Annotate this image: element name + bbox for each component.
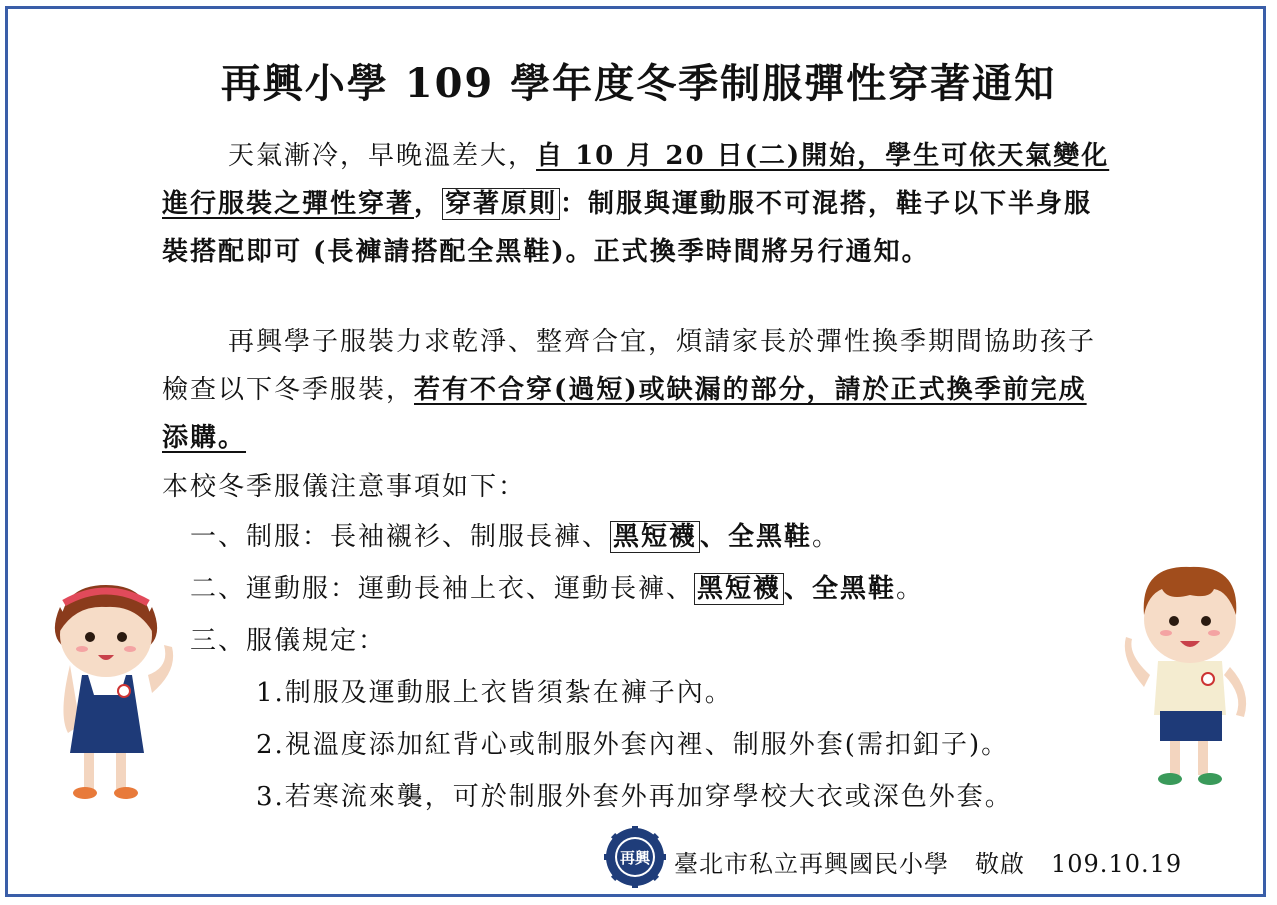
p2-request-text: 再興學子服裝力求乾淨、整齊合宜，煩請家長於彈性換季期間協助孩子檢查以下冬季服裝，: [162, 327, 1097, 405]
rule-item-3: 3.若寒流來襲，可於制服外套外再加穿學校大衣或深色外套。: [256, 782, 1013, 812]
list-item-sportswear: [190, 568, 924, 605]
p1-intro-text: 天氣漸冷，早晚溫差大，: [228, 141, 537, 171]
wearing-principle-box: 穿著原則: [442, 188, 560, 220]
rule-item-2: 2.視溫度添加紅背心或制服外套內裡、制服外套(需扣釦子)。: [256, 730, 1010, 760]
item1-shoes: 、全黑鞋: [700, 522, 813, 552]
item1-text: 一、制服：長袖襯衫、制服長褲、: [190, 522, 611, 552]
notice-date: 109.10.19: [1051, 850, 1183, 878]
school-logo: [604, 826, 666, 888]
p1-comma: ，: [414, 189, 443, 219]
item1-socks-box: 黑短襪: [610, 521, 700, 553]
rule-item-1: 1.制服及運動服上衣皆須紮在褲子內。: [256, 678, 733, 708]
p1-start-date-text: 自 10 月 20 日(二)開始，學生可依天氣變化進行服裝之彈性穿著: [162, 141, 1110, 219]
boy-illustration: [1118, 555, 1258, 795]
item1-period: 。: [812, 522, 841, 552]
girl-illustration: [40, 575, 175, 805]
notes-intro: 本校冬季服儀注意事項如下：: [162, 472, 527, 502]
item2-shoes: 、全黑鞋: [784, 574, 897, 604]
paragraph-weather-notice: [162, 132, 1112, 276]
p1-rule-text: ：制服與運動服不可混搭，鞋子以下半身服裝搭配即可 (長褲請搭配全黑鞋)。正式換季時間將另行通知。: [162, 189, 1093, 267]
school-name: 臺北市私立再興國民小學: [674, 850, 949, 878]
list-item-uniform: [190, 516, 840, 553]
item2-period: 。: [896, 574, 925, 604]
paragraph-parent-request: [162, 318, 1112, 462]
p2-purchase-text: 若有不合穿(過短)或缺漏的部分，請於正式換季前完成添購。: [162, 375, 1087, 453]
list-item-dress-rules: 三、服儀規定：: [190, 626, 387, 656]
footer-signature: [674, 844, 1182, 879]
sign-text: 敬啟: [975, 850, 1025, 878]
logo-text: 再興: [619, 849, 651, 867]
item2-socks-box: 黑短襪: [694, 573, 784, 605]
page-title: 再興小學 109 學年度冬季制服彈性穿著通知: [220, 60, 1057, 107]
item2-text: 二、運動服：運動長袖上衣、運動長褲、: [190, 574, 695, 604]
